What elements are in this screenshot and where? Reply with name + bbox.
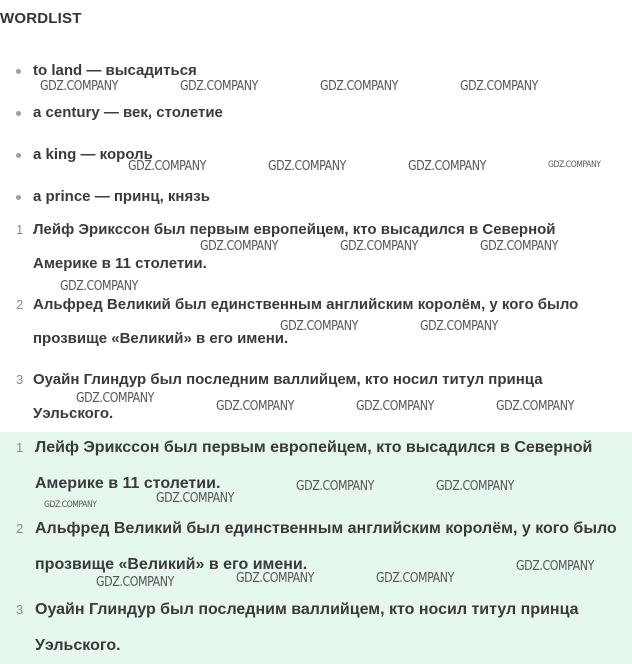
watermark: GDZ.COMPANY <box>156 491 234 506</box>
watermark: GDZ.COMPANY <box>480 239 558 254</box>
wordlist-text: a century — век, столетие <box>33 104 223 121</box>
watermark: GDZ.COMPANY <box>200 239 278 254</box>
watermark: GDZ.COMPANY <box>40 79 118 94</box>
watermark: GDZ.COMPANY <box>516 559 594 574</box>
watermark: GDZ.COMPANY <box>548 160 601 170</box>
watermark: GDZ.COMPANY <box>408 159 486 174</box>
watermark: GDZ.COMPANY <box>340 239 418 254</box>
wordlist-item <box>33 62 197 79</box>
sentence-text: Лейф Эриксcон был первым европейцем, кто высадился в Северной Америке в 11 столетии. <box>33 221 556 272</box>
watermark: GDZ.COMPANY <box>356 399 434 414</box>
bullet-dot <box>16 69 21 74</box>
wordlist-text: a prince — принц, князь <box>33 188 210 205</box>
watermark: GDZ.COMPANY <box>96 575 174 590</box>
watermark: GDZ.COMPANY <box>44 500 97 510</box>
bullet-dot <box>16 153 21 158</box>
wordlist-item <box>33 146 153 163</box>
sentence-number: 3 <box>16 372 24 387</box>
watermark: GDZ.COMPANY <box>420 319 498 334</box>
watermark: GDZ.COMPANY <box>180 79 258 94</box>
task-sentence <box>16 213 618 281</box>
watermark: GDZ.COMPANY <box>268 159 346 174</box>
sentence-text: Альфред Великий был единственным английским королём, у кого было прозвище «Великий» в его имени. <box>35 520 617 573</box>
page-title: WORDLIST <box>0 10 82 27</box>
watermark: GDZ.COMPANY <box>320 79 398 94</box>
answer-block <box>0 432 632 664</box>
sentence-number: 3 <box>16 602 24 617</box>
watermark: GDZ.COMPANY <box>460 79 538 94</box>
wordlist-text: a king — король <box>33 146 153 163</box>
watermark: GDZ.COMPANY <box>296 479 374 494</box>
answer-sentence <box>16 430 627 502</box>
sentence-text: Оуайн Глиндур был последним валлийцем, кто носил титул принца Уэльского. <box>33 371 543 422</box>
watermark: GDZ.COMPANY <box>496 399 574 414</box>
sentence-number: 1 <box>16 440 24 455</box>
watermark: GDZ.COMPANY <box>76 391 154 406</box>
watermark: GDZ.COMPANY <box>216 399 294 414</box>
watermark: GDZ.COMPANY <box>236 571 314 586</box>
task-sentence <box>16 288 618 356</box>
sentence-text: Оуайн Глиндур был последним валлийцем, кто носил титул принца Уэльского. <box>35 601 579 654</box>
sentence-text: Альфред Великий был единственным английским королём, у кого было прозвище «Великий» в его имени. <box>33 296 579 347</box>
answer-sentence <box>16 511 627 583</box>
watermark: GDZ.COMPANY <box>436 479 514 494</box>
watermark: GDZ.COMPANY <box>280 319 358 334</box>
wordlist-text: to land — высадиться <box>33 62 197 79</box>
sentence-number: 2 <box>16 297 24 312</box>
sentence-number: 1 <box>16 222 24 237</box>
wordlist-item <box>33 104 223 121</box>
bullet-dot <box>16 195 21 200</box>
task-sentence <box>16 363 618 431</box>
watermark: GDZ.COMPANY <box>376 571 454 586</box>
watermark: GDZ.COMPANY <box>60 279 138 294</box>
sentence-text: Лейф Эриксcон был первым европейцем, кто высадился в Северной Америке в 11 столетии. <box>35 439 593 492</box>
sentence-number: 2 <box>16 521 24 536</box>
bullet-dot <box>16 111 21 116</box>
answer-sentence <box>16 592 627 664</box>
wordlist-item <box>33 188 210 205</box>
watermark: GDZ.COMPANY <box>128 159 206 174</box>
